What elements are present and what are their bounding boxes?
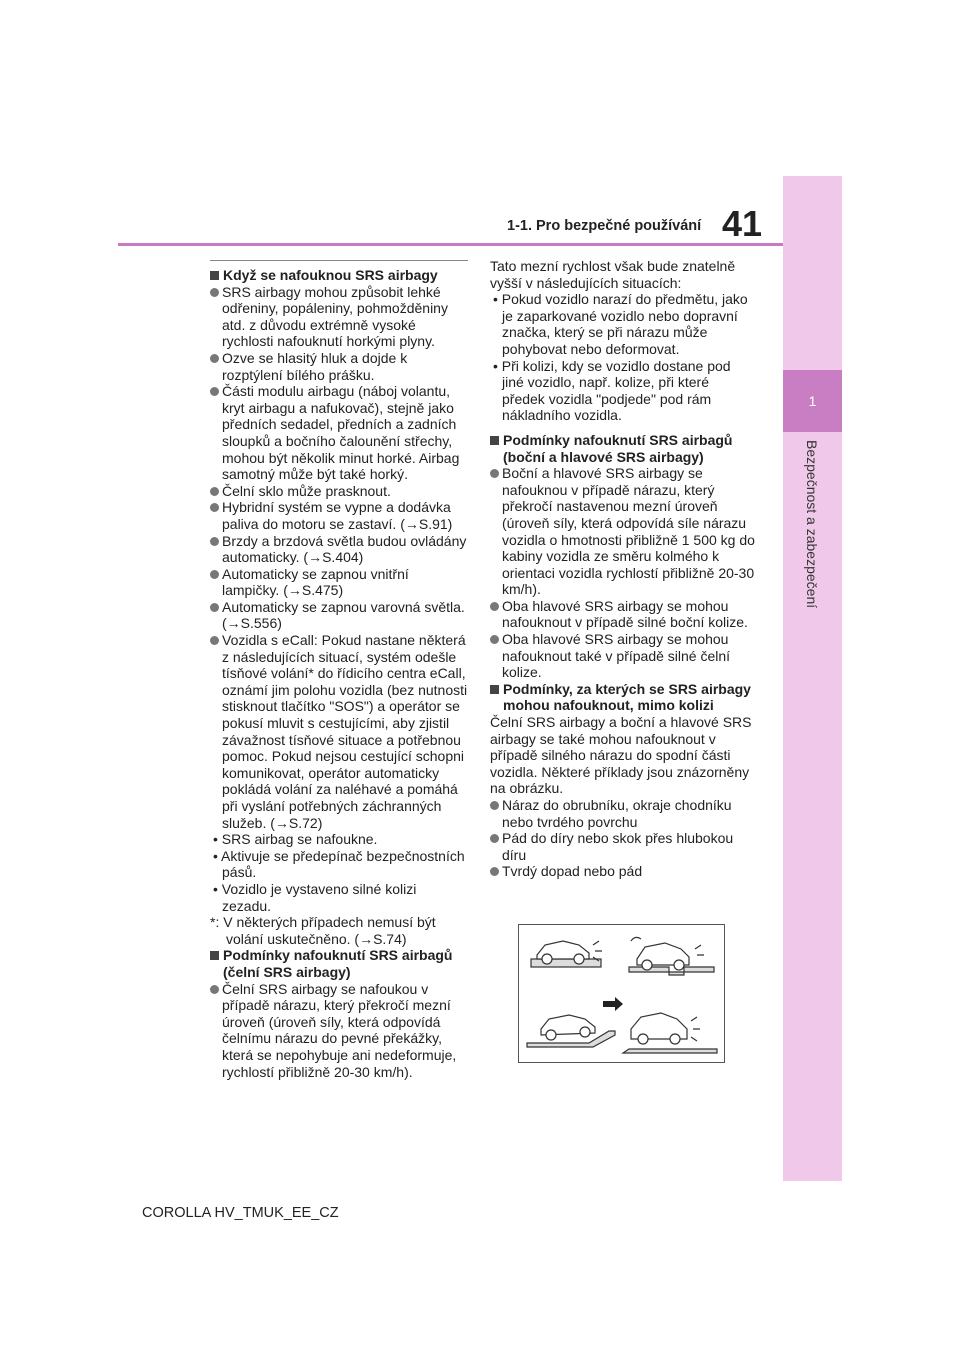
- circle-bullet-icon: [210, 603, 219, 612]
- page-number: 41: [722, 203, 763, 244]
- circle-bullet-icon: [490, 801, 499, 810]
- circle-bullet-icon: [210, 487, 219, 496]
- circle-bullet-icon: [490, 834, 499, 843]
- impact-illustration: [518, 924, 725, 1063]
- sub-item: • Vozidlo je vystaveno silné kolizi zezadu.: [213, 880, 417, 914]
- chapter-sidebar: [783, 176, 842, 1181]
- list-item: SRS airbagy mohou způsobit lehké odřeniny, popáleniny, pohmožděniny atd. z důvodu extrémně vysoké rychlosti nafouknutí horkými plyny.: [210, 284, 468, 350]
- circle-bullet-icon: [210, 288, 219, 297]
- circle-bullet-icon: [210, 537, 219, 546]
- list-item: Automaticky se zapnou vnitřní lampičky. (→S.475): [210, 566, 468, 599]
- car-impact-icon: [519, 925, 724, 1062]
- square-bullet-icon: [490, 685, 499, 694]
- square-bullet-icon: [210, 271, 219, 280]
- circle-bullet-icon: [210, 636, 219, 645]
- list-item: Vozidla s eCall: Pokud nastane některá z následujících situací, systém odešle tísňové volání* do řídicího centra eCall, oznámí jim polohu vozidla (bez nutnosti stisknout tlačítko "SOS") a operátor se pokusí mluvit s cestujícími, aby zjistil závažnost tísňové situace a potřebnou pomoc. Pokud nejsou cestující schopni komunikovat, operátor automaticky pokládá volání za naléhavé a pomáhá při vyslání potřebných záchranných služeb. (→S.72): [210, 632, 468, 831]
- list-item: Boční a hlavové SRS airbagy se nafouknou v případě nárazu, který překročí nastavenou mezní úroveň (úroveň síly, která odpovídá síle nárazu vozidla o hmotnosti přibližně 1 500 kg do kabiny vozidla ze směru kolmého k orientaci vozidla rychlostí přibližně 20-30 km/h).: [490, 465, 755, 598]
- circle-bullet-icon: [490, 469, 499, 478]
- list-item: Brzdy a brzdová světla budou ovládány automaticky. (→S.404): [210, 533, 468, 566]
- circle-bullet-icon: [210, 570, 219, 579]
- circle-bullet-icon: [210, 985, 219, 994]
- list-item: Čelní sklo může prasknout.: [210, 483, 468, 500]
- heading: Podmínky nafouknutí SRS airbagů (boční a hlavové SRS airbagy): [490, 432, 755, 465]
- list-item: Oba hlavové SRS airbagy se mohou nafouknout také v případě silné čelní kolize.: [490, 631, 755, 681]
- footer-model: COROLLA HV_TMUK_EE_CZ: [142, 1205, 339, 1221]
- sub-item: • Při kolizi, kdy se vozidlo dostane pod jiné vozidlo, např. kolize, při které předek vozidla "podjede" pod rám nákladního vozidla.: [493, 357, 731, 424]
- list-item: Tvrdý dopad nebo pád: [490, 863, 755, 880]
- paragraph: Čelní SRS airbagy a boční a hlavové SRS airbagy se také mohou nafouknout v případě silného nárazu do spodní části vozidla. Některé příklady jsou znázorněny na obrázku.: [490, 714, 752, 797]
- paragraph: Tato mezní rychlost však bude znatelně vyšší v následujících situacích:: [490, 258, 736, 291]
- list-item: Oba hlavové SRS airbagy se mohou nafouknout v případě silné boční kolize.: [490, 598, 755, 631]
- square-bullet-icon: [490, 436, 499, 445]
- sub-item: • Aktivuje se předepínač bezpečnostních pásů.: [213, 847, 465, 881]
- chapter-title: Bezpečnost a zabezpečení: [804, 440, 820, 609]
- list-item: Části modulu airbagu (náboj volantu, kryt airbagu a nafukovač), stejně jako předních sedadel, předních a zadních sloupků a bočního čalounění střechy, mohou být několik minut horké. Airbag samotný může být také horký.: [210, 383, 468, 483]
- circle-bullet-icon: [490, 635, 499, 644]
- divider: [210, 260, 468, 261]
- circle-bullet-icon: [210, 387, 219, 396]
- list-item: Hybridní systém se vypne a dodávka paliva do motoru se zastaví. (→S.91): [210, 499, 468, 532]
- heading: Podmínky, za kterých se SRS airbagy mohou nafouknout, mimo kolizi: [490, 681, 755, 714]
- list-item: Ozve se hlasitý hluk a dojde k rozptýlení bílého prášku.: [210, 350, 468, 383]
- circle-bullet-icon: [210, 503, 219, 512]
- circle-bullet-icon: [490, 602, 499, 611]
- section-title: 1-1. Pro bezpečné používání: [507, 218, 702, 234]
- chapter-number[interactable]: 1: [783, 370, 842, 432]
- heading: Podmínky nafouknutí SRS airbagů (čelní SRS airbagy): [210, 947, 468, 980]
- circle-bullet-icon: [490, 867, 499, 876]
- list-item: Náraz do obrubníku, okraje chodníku nebo tvrdého povrchu: [490, 797, 755, 830]
- heading: Když se nafouknou SRS airbagy: [210, 267, 468, 284]
- list-item: Automaticky se zapnou varovná světla. (→S.556): [210, 599, 468, 632]
- right-column: [490, 258, 755, 880]
- sub-item: • SRS airbag se nafoukne.: [213, 831, 378, 848]
- list-item: Čelní SRS airbagy se nafoukou v případě nárazu, který překročí mezní úroveň (úroveň síly, která odpovídá čelnímu nárazu do pevné překážky, která se nepohybuje ani nedeformuje, rychlostí přibližně 20-30 km/h).: [210, 981, 468, 1081]
- circle-bullet-icon: [210, 354, 219, 363]
- square-bullet-icon: [210, 951, 219, 960]
- sub-item: • Pokud vozidlo narazí do předmětu, jako je zaparkované vozidlo nebo dopravní značka, který se při nárazu může pohybovat nebo deformovat.: [493, 291, 748, 357]
- footnote: *: V některých případech nemusí být volání uskutečněno. (→S.74): [210, 914, 436, 947]
- left-column: [210, 260, 468, 1080]
- list-item: Pád do díry nebo skok přes hlubokou díru: [490, 830, 755, 863]
- header-rule: [118, 243, 783, 246]
